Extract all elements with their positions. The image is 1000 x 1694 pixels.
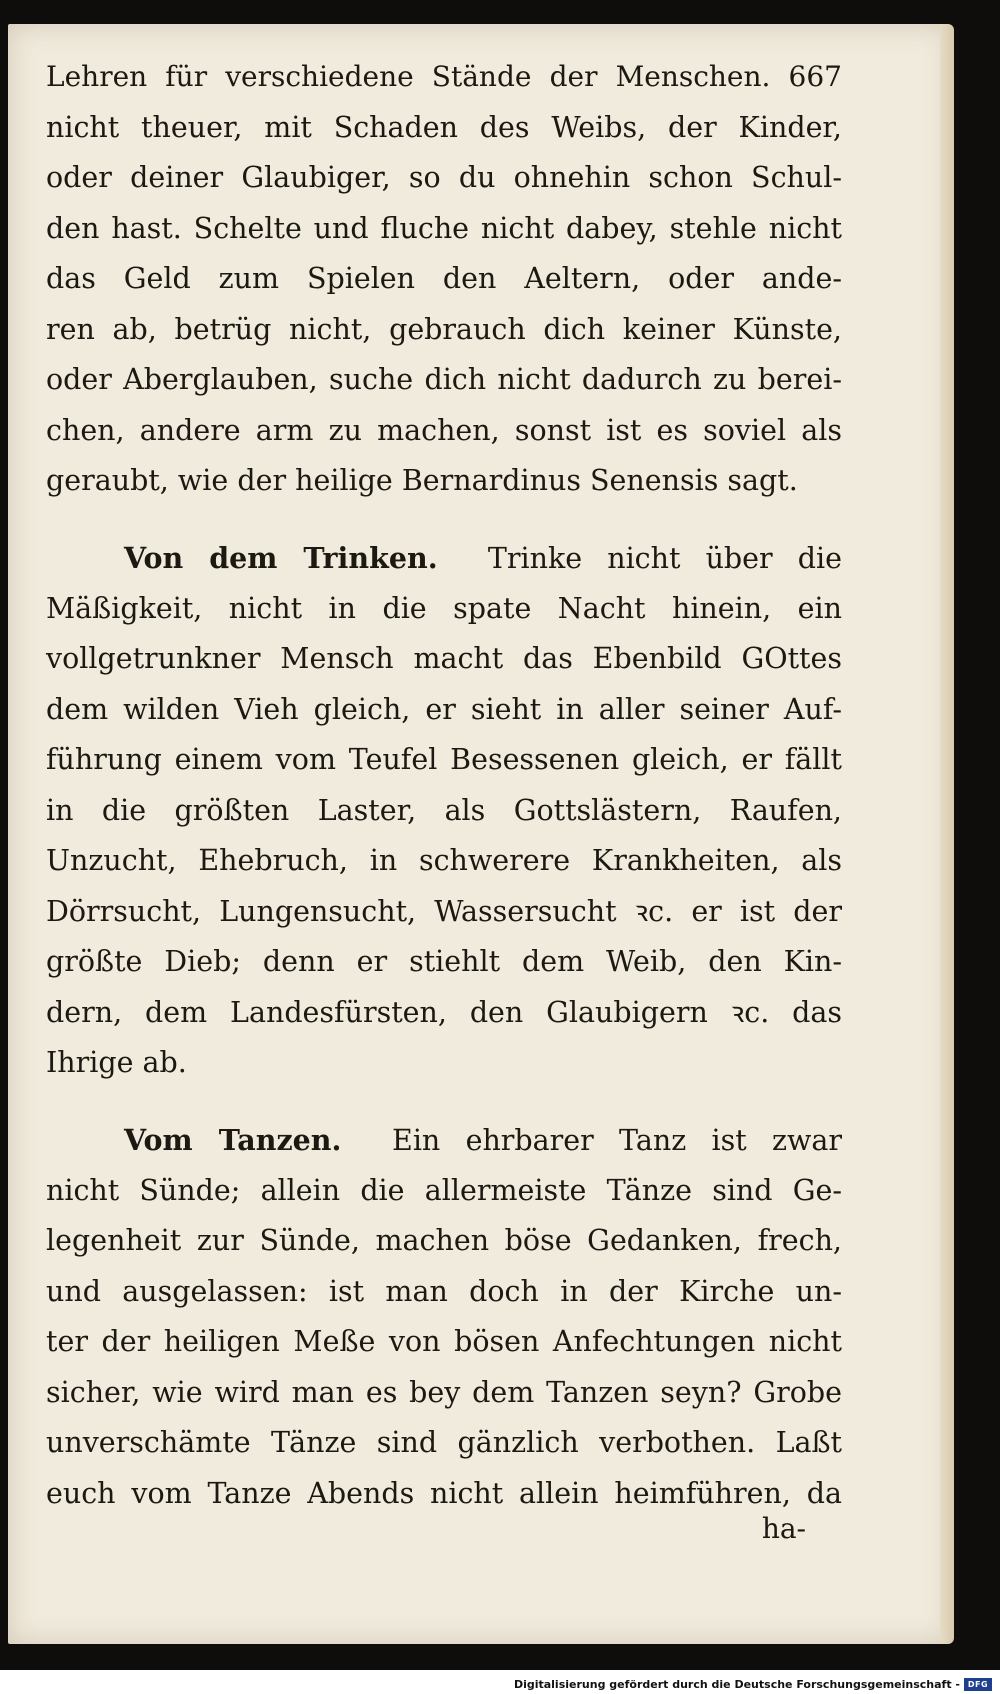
text-line: Dörrsucht, Lungensucht, Wassersucht ꝛc. er ist der xyxy=(46,894,842,928)
paragraph-drinking xyxy=(46,533,842,1089)
text-line: Unzucht, Ehebruch, in schwerere Krankheiten, als xyxy=(46,844,842,877)
paragraph-first-line xyxy=(46,1115,842,1166)
running-head xyxy=(46,52,842,103)
text-line: dem wilden Vieh gleich, er sieht in aller seiner Auf- xyxy=(46,692,842,726)
text-line: euch vom Tanze Abends nicht allein heimführen, da xyxy=(46,1476,842,1510)
section-heading-dancing: Vom Tanzen. xyxy=(124,1123,342,1157)
text-line: geraubt, wie der heilige Bernardinus Senensis sagt. xyxy=(46,464,798,497)
text-line: legenheit zur Sünde, machen böse Gedanken, frech, xyxy=(46,1224,842,1257)
text-line: dern, dem Landesfürsten, den Glaubigern ꝛc. das xyxy=(46,995,842,1029)
page-edge xyxy=(940,24,954,1644)
paragraph-gambling xyxy=(46,103,842,507)
text-line: ren ab, betrüg nicht, gebrauch dich keiner Künste, xyxy=(46,312,842,346)
footer-credit-text: Digitalisierung gefördert durch die Deutsche Forschungsgemeinschaft - xyxy=(513,1677,960,1691)
catchword: ha- xyxy=(761,1512,806,1545)
text-line: führung einem vom Teufel Besessenen gleich, er fällt xyxy=(46,743,842,776)
text-line: größte Dieb; denn er stiehlt dem Weib, den Kin- xyxy=(46,945,842,978)
text-line: sicher, wie wird man es bey dem Tanzen seyn? Grobe xyxy=(46,1375,842,1409)
text-line: oder Aberglauben, suche dich nicht dadurch zu berei- xyxy=(46,363,842,396)
dfg-logo-icon: DFG xyxy=(964,1678,992,1691)
paragraph-first-line xyxy=(46,533,842,584)
text-line: in die größten Laster, als Gottslästern, Raufen, xyxy=(46,793,842,827)
paragraph-dancing xyxy=(46,1115,842,1519)
section-heading-drinking: Von dem Trinken. xyxy=(124,541,438,575)
text-line: unverschämte Tänze sind gänzlich verbothen. Laßt xyxy=(46,1426,842,1459)
running-head-text: Lehren für verschiedene Stände der Menschen. 667 xyxy=(46,60,842,93)
text-line: ter der heiligen Meße von bösen Anfechtungen nicht xyxy=(46,1325,842,1358)
text-line: das Geld zum Spielen den Aeltern, oder ande- xyxy=(46,262,842,295)
footer xyxy=(514,1676,992,1692)
text-run: Trinke nicht über die xyxy=(487,542,842,575)
text-line: Mäßigkeit, nicht in die spate Nacht hinein, ein xyxy=(46,591,842,625)
text-run: Ein ehrbarer Tanz ist zwar xyxy=(392,1124,842,1157)
text-line: vollgetrunkner Mensch macht das Ebenbild GOttes xyxy=(46,642,842,675)
text-line: nicht Sünde; allein die allermeiste Tänze sind Ge- xyxy=(46,1173,842,1207)
text-line: Ihrige ab. xyxy=(46,1046,187,1079)
text-line: oder deiner Glaubiger, so du ohnehin schon Schul- xyxy=(46,161,842,194)
catchword-block xyxy=(46,1504,842,1554)
text-line: den hast. Schelte und fluche nicht dabey, stehle nicht xyxy=(46,211,842,245)
text-line: und ausgelassen: ist man doch in der Kirche un- xyxy=(46,1274,842,1308)
text-line: chen, andere arm zu machen, sonst ist es soviel als xyxy=(46,413,842,447)
text-line: nicht theuer, mit Schaden des Weibs, der Kinder, xyxy=(46,110,842,144)
